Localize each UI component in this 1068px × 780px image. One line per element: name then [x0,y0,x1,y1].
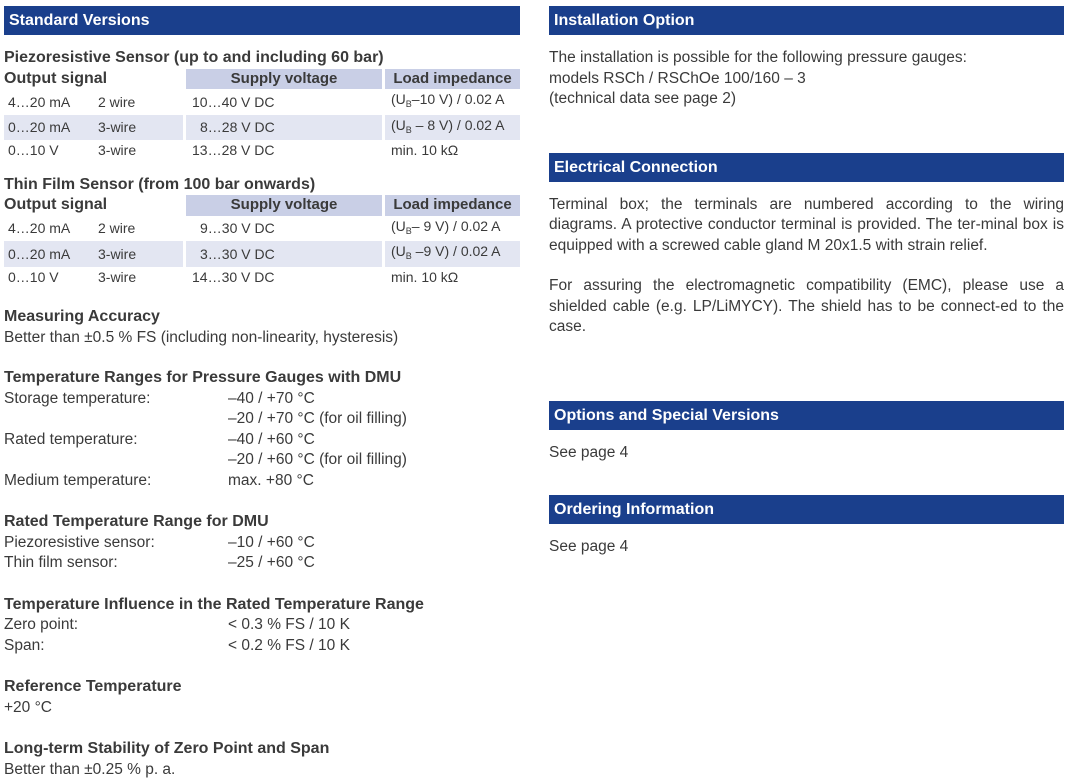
table-row [4,267,520,288]
installation-header: Installation Option [549,6,1064,35]
range-cell: 0…20 mA [4,241,98,267]
wire-cell: 3-wire [98,115,185,141]
load-cell: ($U_B-10$ V) / 0.02 A [384,89,521,115]
installation-line-3: (technical data see page 2) [549,89,1064,110]
zero-row [4,615,520,636]
thin-range-value: –25 / +60 °C [228,553,315,574]
accuracy-text: Better than ±0.5 % FS (including non-linearity, hysteresis) [4,328,520,349]
piezo-range-label: Piezoresistive sensor: [4,533,228,554]
wire-cell: 2 wire [98,216,185,242]
table-row [4,216,520,242]
supply-cell: 14…30 V DC [185,267,384,288]
load-cell: ($U_B-$ 9 V) / 0.02 A [384,216,521,242]
table-row [4,115,520,141]
storage-value-oil: –20 / +70 °C (for oil filling) [228,409,407,430]
electrical-para-1: Terminal box; the terminals are numbered according to the wiring diagrams. A protective conductor terminal is provided. The ter-minal box is equipped with a screwed cable gland M 20x1.5 with strain relief. [549,195,1064,257]
supply-cell: 9…30 V DC [185,216,384,242]
medium-row [4,471,520,492]
piezo-title: Piezoresistive Sensor (up to and including 60 bar) [4,48,520,69]
rated-value: –40 / +60 °C [228,430,315,451]
standard-versions-header: Standard Versions [4,6,520,35]
range-cell: 4…20 mA [4,89,98,115]
thin-table-header [4,195,520,216]
temp-ranges-title: Temperature Ranges for Pressure Gauges with DMU [4,368,520,389]
supply-cell: 13…28 V DC [185,140,384,161]
span-row [4,636,520,657]
storage-label: Storage temperature: [4,389,228,410]
table-row [4,241,520,267]
piezo-range-value: –10 / +60 °C [228,533,315,554]
supply-cell: 10…40 V DC [185,89,384,115]
thin-range-row [4,553,520,574]
thin-film-title: Thin Film Sensor (from 100 bar onwards) [4,175,520,196]
options-header: Options and Special Versions [549,401,1064,430]
electrical-header: Electrical Connection [549,153,1064,182]
reference-text: +20 °C [4,698,520,719]
piezo-range-row [4,533,520,554]
storage-value: –40 / +70 °C [228,389,315,410]
span-label: Span: [4,636,228,657]
load-impedance-header: Load impedance [384,195,521,216]
load-cell: min. 10 kΩ [384,267,521,288]
range-cell: 0…10 V [4,140,98,161]
left-column [4,6,520,780]
wire-cell: 3-wire [98,241,185,267]
medium-label: Medium temperature: [4,471,228,492]
ordering-header: Ordering Information [549,495,1064,524]
rated-range-title: Rated Temperature Range for DMU [4,512,520,533]
wire-cell: 3-wire [98,267,185,288]
piezo-table [4,69,520,161]
electrical-para-2: For assuring the electromagnetic compatibility (EMC), please use a shielded cable (e.g. LP/LiMYCY). The shield has to be connect-ed to the case. [549,276,1064,338]
storage-row-2 [4,409,520,430]
output-signal-label: Output signal [4,69,185,90]
output-signal-label: Output signal [4,195,185,216]
span-value: < 0.2 % FS / 10 K [228,636,350,657]
rated-value-oil: –20 / +60 °C (for oil filling) [228,450,407,471]
range-cell: 0…10 V [4,267,98,288]
reference-title: Reference Temperature [4,677,520,698]
installation-line-2: models RSCh / RSChOe 100/160 – 3 [549,69,1064,90]
wire-cell: 3-wire [98,140,185,161]
rated-label: Rated temperature: [4,430,228,451]
right-column [549,6,1064,558]
thin-range-label: Thin film sensor: [4,553,228,574]
supply-voltage-header: Supply voltage [185,69,384,90]
rated-row-2 [4,450,520,471]
piezo-table-header [4,69,520,90]
accuracy-title: Measuring Accuracy [4,307,520,328]
table-row [4,140,520,161]
storage-row [4,389,520,410]
ordering-text: See page 4 [549,537,1064,558]
medium-value: max. +80 °C [228,471,314,492]
rated-row [4,430,520,451]
stability-text: Better than ±0.25 % p. a. [4,760,520,780]
table-row [4,89,520,115]
supply-cell: 3…30 V DC [185,241,384,267]
zero-label: Zero point: [4,615,228,636]
supply-voltage-header: Supply voltage [185,195,384,216]
load-cell: ($U_B$ –9 V) / 0.02 A [384,241,521,267]
installation-line-1: The installation is possible for the following pressure gauges: [549,48,1064,69]
range-cell: 4…20 mA [4,216,98,242]
stability-title: Long-term Stability of Zero Point and Span [4,739,520,760]
load-cell: min. 10 kΩ [384,140,521,161]
influence-title: Temperature Influence in the Rated Temperature Range [4,595,520,616]
zero-value: < 0.3 % FS / 10 K [228,615,350,636]
supply-cell: 8…28 V DC [185,115,384,141]
options-text: See page 4 [549,443,1064,464]
wire-cell: 2 wire [98,89,185,115]
range-cell: 0…20 mA [4,115,98,141]
thin-film-table [4,195,520,287]
load-impedance-header: Load impedance [384,69,521,90]
load-cell: ($U_B - 8$ V) / 0.02 A [384,115,521,141]
